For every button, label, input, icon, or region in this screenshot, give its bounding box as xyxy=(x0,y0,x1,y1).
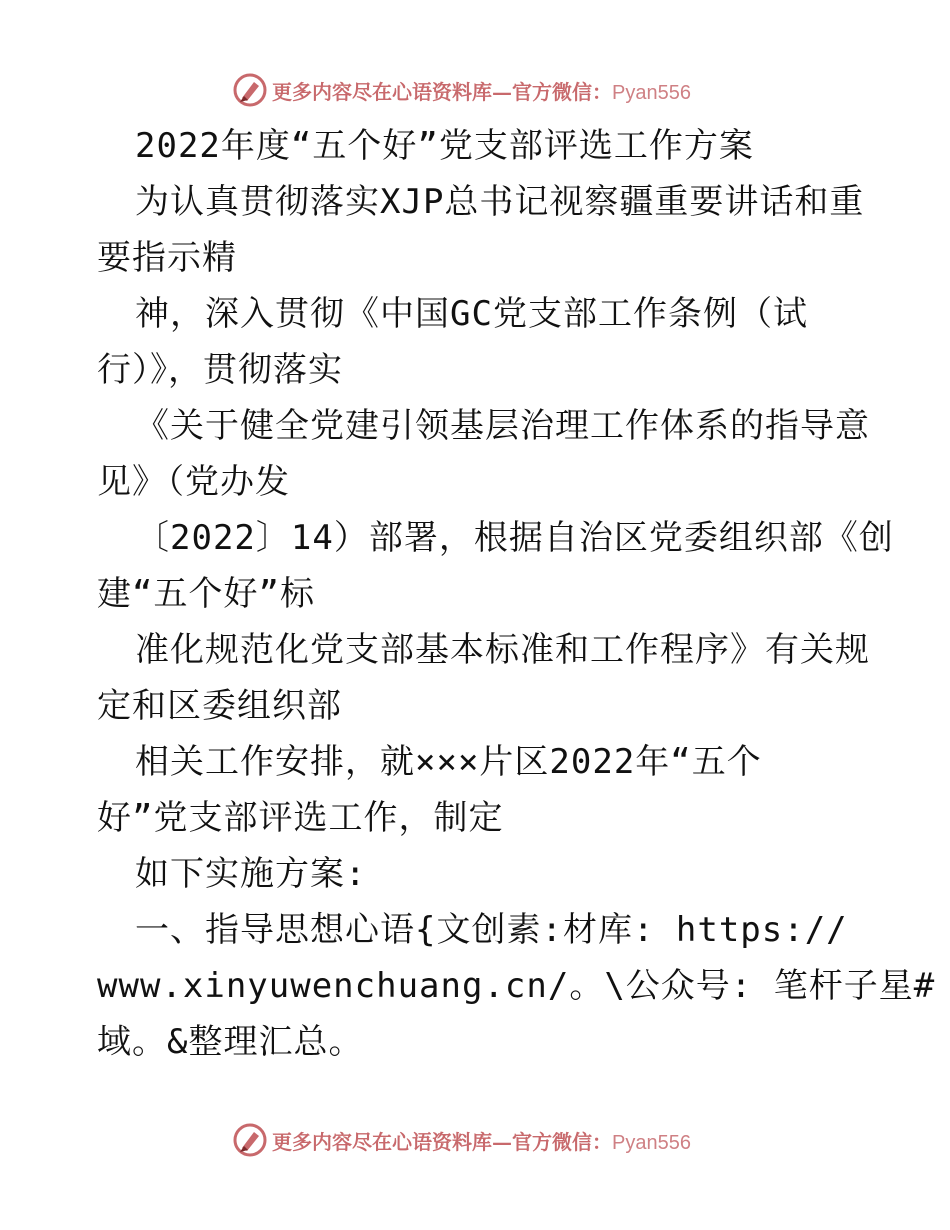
document-line: 〔2022〕14）部署，根据自治区党委组织部《创 xyxy=(135,518,894,558)
document-line: 为认真贯彻落实XJP总书记视察疆重要讲话和重 xyxy=(135,182,865,222)
document-line: 建“五个好”标 xyxy=(97,574,315,614)
watermark-wechat-id: Pyan556 xyxy=(612,1131,691,1154)
document-line: 域。&整理汇总。 xyxy=(97,1022,364,1062)
document-line: 一、指导思想心语{文创素:材库: https:// xyxy=(135,910,848,950)
document-line: 定和区委组织部 xyxy=(97,686,342,726)
document-line: 《关于健全党建引领基层治理工作体系的指导意 xyxy=(135,406,870,446)
pen-nib-logo-icon xyxy=(232,72,268,108)
document-line: 准化规范化党支部基本标准和工作程序》有关规 xyxy=(135,630,870,670)
document-line: 神，深入贯彻《中国GC党支部工作条例（试 xyxy=(135,294,808,334)
document-line: 要指示精 xyxy=(97,238,237,278)
document-line: 相关工作安排，就×××片区2022年“五个 xyxy=(135,742,762,782)
pen-nib-logo-icon xyxy=(232,1122,268,1158)
document-line: www.xinyuwenchuang.cn/。\公众号: 笔杆子星# xyxy=(97,966,936,1006)
document-line: 如下实施方案: xyxy=(135,854,367,894)
document-line: 行）》，贯彻落实 xyxy=(97,350,343,390)
document-line: 好”党支部评选工作，制定 xyxy=(97,798,504,838)
watermark-text: 更多内容尽在心语资料库—官方微信：Pyan556 xyxy=(272,1129,691,1154)
document-line: 2022年度“五个好”党支部评选工作方案 xyxy=(135,126,754,166)
watermark-banner-bottom xyxy=(232,1120,712,1160)
watermark-wechat-id: Pyan556 xyxy=(612,81,691,104)
document-body xyxy=(97,118,936,1070)
document-line: 见》（党办发 xyxy=(97,462,290,502)
watermark-text: 更多内容尽在心语资料库—官方微信：Pyan556 xyxy=(272,79,691,104)
watermark-banner-top xyxy=(232,70,712,110)
